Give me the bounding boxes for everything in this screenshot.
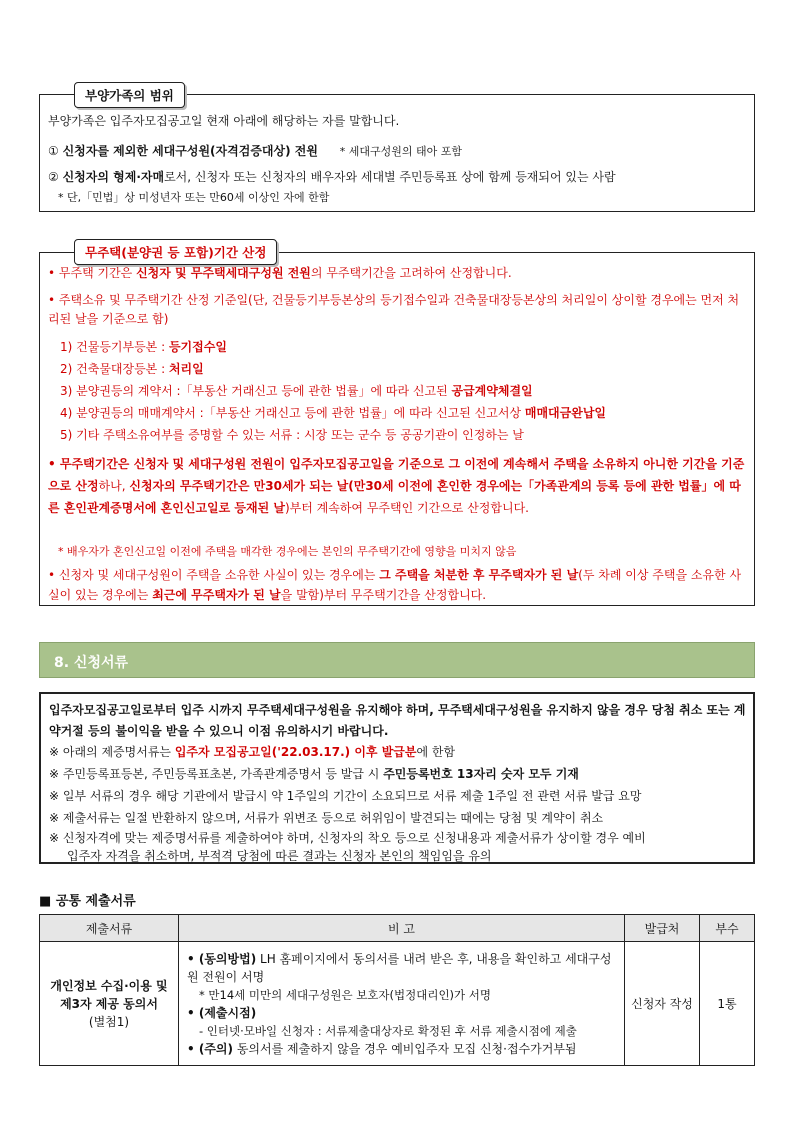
nohouse-sub-3: 3) 분양권등의 계약서 :「부동산 거래신고 등에 관한 법률」에 따라 신고된 공급계약체결일	[60, 384, 533, 398]
issuer-cell: 신청자 작성	[625, 942, 700, 1066]
dependents-item-1: ① 신청자를 제외한 세대구성원(자격검증대상) 전원 * 세대구성원의 태아 포함	[48, 144, 463, 158]
nohouse-sub-5: 5) 기타 주택소유여부를 증명할 수 있는 서류 : 시장 또는 군수 등 공공기관이 인정하는 날	[60, 428, 524, 442]
nohouse-sub-1: 1) 건물등기부등본 : 등기접수일	[60, 340, 227, 354]
nohouse-sub-2: 2) 건축물대장등본 : 처리일	[60, 362, 204, 376]
col-header-copies: 부수	[700, 915, 755, 942]
nohouse-tag: 무주택(분양권 등 포함)기간 산정	[74, 239, 277, 265]
nohouse-box	[39, 252, 755, 606]
nohouse-note: * 배우자가 혼인신고일 이전에 주택을 매각한 경우에는 본인의 무주택기간에 영향을 미치지 않음	[58, 545, 517, 558]
dependents-intro: 부양가족은 입주자모집공고일 현재 아래에 해당하는 자를 말합니다.	[48, 114, 400, 128]
common-docs-table	[39, 914, 755, 1066]
nohouse-para-4: • 신청자 및 세대구성원이 주택을 소유한 사실이 있는 경우에는 그 주택을 처분한 후 무주택자가 된 날(두 차례 이상 주택을 소유한 사실이 있는 경우에는 최근에 무주택자가 된 날을 말함)부터 무주택기간을 산정합니다.	[48, 568, 742, 602]
nohouse-sub-4: 4) 분양권등의 매매계약서 :「부동산 거래신고 등에 관한 법률」에 따라 신고된 신고서상 매매대금완납일	[60, 406, 607, 420]
col-header-doc: 제출서류	[40, 915, 179, 942]
table-row	[40, 942, 755, 1066]
notice-4: ※ 제출서류는 일절 반환하지 않으며, 서류가 위변조 등으로 허위임이 발견되는 때에는 당첨 및 계약이 취소	[49, 811, 604, 825]
remark-5: • (주의) 동의서를 제출하지 않을 경우 예비입주자 모집 신청·접수가거부됨	[187, 1041, 577, 1056]
remark-1: • (동의방법) LH 홈페이지에서 동의서를 내려 받은 후, 내용을 확인하고 세대구성원 전원이 서명	[187, 951, 612, 984]
nohouse-para-2: • 주택소유 및 무주택기간 산정 기준일(단, 건물등기부등본상의 등기접수일과 건축물대장등본상의 처리일이 상이할 경우에는 먼저 처리된 날을 기준으로 함)	[48, 293, 740, 326]
copies-cell: 1통	[700, 942, 755, 1066]
remark-4: - 인터넷·모바일 신청자 : 서류제출대상자로 확정된 후 서류 제출시점에 제출	[199, 1023, 577, 1038]
remark-3: • (제출시점)	[187, 1005, 257, 1020]
nohouse-para-3: • 무주택기간은 신청자 및 세대구성원 전원이 입주자모집공고일을 기준으로 그 이전에 계속해서 주택을 소유하지 아니한 기간을 기준으로 산정하나, 신청자의 무주택기간은 만30세가 되는 날(만30세 이전에 혼인한 경우에는「가족관계의 등록 등에 관한 법률」에 따른 혼인관계증명서에 혼인신고일로 등재된 날)부터 계속하여 무주택인 기간으로 산정합니다.	[48, 457, 745, 515]
notice-1: ※ 아래의 제증명서류는 입주자 모집공고일('22.03.17.) 이후 발급분에 한함	[49, 745, 456, 759]
common-docs-heading: ■ 공통 제출서류	[39, 894, 136, 909]
notice-bold: 입주자모집공고일로부터 입주 시까지 무주택세대구성원을 유지해야 하며, 무주택세대구성원을 유지하지 않을 경우 당첨 취소 또는 계약거절 등의 불이익을 받을 수 있으니 이점 유의하시기 바랍니다.	[49, 703, 746, 738]
section-8-title: 8. 신청서류	[54, 655, 129, 671]
dependents-box	[39, 94, 755, 212]
dependents-tag: 부양가족의 범위	[74, 82, 185, 108]
doc-sub: (별첨1)	[88, 1015, 130, 1029]
dependents-item-2: ② 신청자의 형제·자매로서, 신청자 또는 신청자의 배우자와 세대별 주민등록표 상에 함께 등재되어 있는 사람	[48, 170, 616, 184]
nohouse-para-1: • 무주택 기간은 신청자 및 무주택세대구성원 전원의 무주택기간을 고려하여 산정합니다.	[48, 266, 512, 280]
remark-2: * 만14세 미만의 세대구성원은 보호자(법정대리인)가 서명	[199, 987, 492, 1002]
table-header-row	[40, 915, 755, 942]
col-header-remark: 비 고	[179, 915, 625, 942]
notice-box	[39, 692, 755, 864]
doc-name: 개인정보 수집·이용 및 제3자 제공 동의서	[50, 979, 168, 1011]
section-8-header	[39, 642, 755, 678]
col-header-issuer: 발급처	[625, 915, 700, 942]
notice-3: ※ 일부 서류의 경우 해당 기관에서 발급시 약 1주일의 기간이 소요되므로 서류 제출 1주일 전 관련 서류 발급 요망	[49, 789, 642, 803]
notice-5-cont: 입주자 자격을 취소하며, 부적격 당첨에 따른 결과는 신청자 본인의 책임임을 유의	[67, 849, 492, 863]
dependents-note: * 단,「민법」상 미성년자 또는 만60세 이상인 자에 한함	[58, 191, 330, 204]
notice-5: ※ 신청자격에 맞는 제증명서류를 제출하여야 하며, 신청자의 착오 등으로 신청내용과 제출서류가 상이할 경우 예비	[49, 831, 646, 845]
notice-2: ※ 주민등록표등본, 주민등록표초본, 가족관계증명서 등 발급 시 주민등록번호 13자리 숫자 모두 기재	[49, 767, 579, 781]
